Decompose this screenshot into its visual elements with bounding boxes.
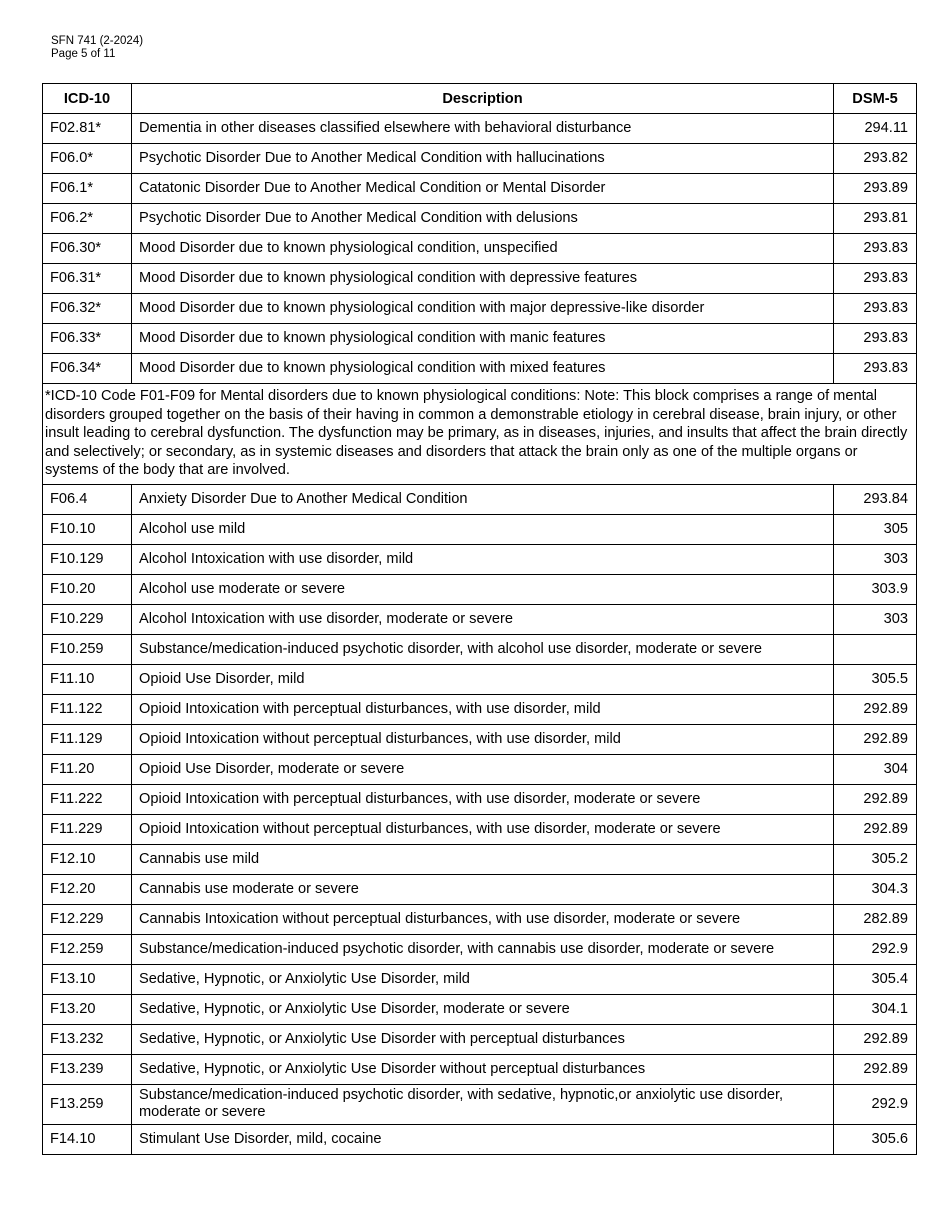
description-cell: Substance/medication-induced psychotic disorder, with sedative, hypnotic,or anxiolytic use disorder, moderate or severe	[132, 1084, 834, 1124]
dsm5-code-cell: 293.82	[834, 144, 917, 174]
table-row	[43, 694, 917, 724]
description-cell: Sedative, Hypnotic, or Anxiolytic Use Disorder, mild	[132, 964, 834, 994]
icd10-code-cell: F10.229	[43, 604, 132, 634]
dsm5-code-cell: 293.84	[834, 484, 917, 514]
icd-block-note: *ICD-10 Code F01-F09 for Mental disorders due to known physiological conditions: Note: This block comprises a range of mental disorders grouped together on the basis of their having in common a demonstrable etiology in cerebral disease, brain injury, or other insult leading to cerebral dysfunction. The dysfunction may be primary, as in diseases, injuries, and insults that affect the brain directly and selectively; or secondary, as in systemic diseases and disorders that attack the brain only as one of the multiple organs or systems of the body that are involved.	[43, 384, 917, 485]
table-row	[43, 484, 917, 514]
description-cell: Mood Disorder due to known physiological condition with manic features	[132, 324, 834, 354]
description-cell: Mood Disorder due to known physiological condition with depressive features	[132, 264, 834, 294]
table-row	[43, 1124, 917, 1154]
dsm5-code-cell: 305.5	[834, 664, 917, 694]
table-row	[43, 204, 917, 234]
dsm5-code-cell: 293.83	[834, 324, 917, 354]
table-row	[43, 724, 917, 754]
description-cell: Cannabis Intoxication without perceptual disturbances, with use disorder, moderate or severe	[132, 904, 834, 934]
icd10-code-cell: F11.20	[43, 754, 132, 784]
dsm5-code-cell: 292.89	[834, 694, 917, 724]
dsm5-code-cell: 293.89	[834, 174, 917, 204]
dsm5-code-cell: 304.1	[834, 994, 917, 1024]
dsm5-code-cell: 305.4	[834, 964, 917, 994]
dsm5-code-cell: 293.81	[834, 204, 917, 234]
description-cell: Substance/medication-induced psychotic disorder, with alcohol use disorder, moderate or severe	[132, 634, 834, 664]
table-row	[43, 874, 917, 904]
dsm5-code-cell: 303	[834, 604, 917, 634]
description-cell: Mood Disorder due to known physiological condition with major depressive-like disorder	[132, 294, 834, 324]
dsm5-code-cell: 303.9	[834, 574, 917, 604]
description-cell: Opioid Intoxication without perceptual disturbances, with use disorder, moderate or severe	[132, 814, 834, 844]
icd10-code-cell: F10.20	[43, 574, 132, 604]
dsm5-code-cell	[834, 634, 917, 664]
icd10-code-cell: F13.10	[43, 964, 132, 994]
icd10-code-cell: F14.10	[43, 1124, 132, 1154]
dsm5-code-cell: 292.9	[834, 934, 917, 964]
icd10-column-header: ICD-10	[43, 84, 132, 114]
icd10-code-cell: F06.30*	[43, 234, 132, 264]
dsm5-code-cell: 282.89	[834, 904, 917, 934]
description-cell: Substance/medication-induced psychotic disorder, with cannabis use disorder, moderate or severe	[132, 934, 834, 964]
table-row	[43, 994, 917, 1024]
icd10-code-cell: F13.239	[43, 1054, 132, 1084]
table-note-body	[43, 384, 917, 485]
description-cell: Catatonic Disorder Due to Another Medical Condition or Mental Disorder	[132, 174, 834, 204]
table-row	[43, 234, 917, 264]
description-column-header: Description	[132, 84, 834, 114]
table-row	[43, 604, 917, 634]
dsm5-code-cell: 293.83	[834, 294, 917, 324]
description-cell: Anxiety Disorder Due to Another Medical Condition	[132, 484, 834, 514]
icd10-code-cell: F06.0*	[43, 144, 132, 174]
form-number: SFN 741 (2-2024)	[51, 35, 144, 47]
table-row	[43, 964, 917, 994]
table-header-row	[43, 84, 917, 114]
icd10-code-cell: F12.10	[43, 844, 132, 874]
table-row	[43, 174, 917, 204]
dsm5-code-cell: 292.89	[834, 1024, 917, 1054]
description-cell: Psychotic Disorder Due to Another Medical Condition with delusions	[132, 204, 834, 234]
table-row	[43, 294, 917, 324]
dsm5-code-cell: 292.9	[834, 1084, 917, 1124]
form-header	[51, 35, 143, 61]
table-body-group-2	[43, 484, 917, 1154]
table-row	[43, 814, 917, 844]
icd10-code-cell: F06.1*	[43, 174, 132, 204]
icd10-code-cell: F13.259	[43, 1084, 132, 1124]
description-cell: Mood Disorder due to known physiological condition, unspecified	[132, 234, 834, 264]
description-cell: Alcohol Intoxication with use disorder, mild	[132, 544, 834, 574]
table-row	[43, 784, 917, 814]
description-cell: Opioid Use Disorder, moderate or severe	[132, 754, 834, 784]
table-row	[43, 264, 917, 294]
icd10-code-cell: F11.10	[43, 664, 132, 694]
table-row	[43, 1054, 917, 1084]
icd10-code-cell: F11.129	[43, 724, 132, 754]
icd10-code-cell: F06.33*	[43, 324, 132, 354]
dsm5-code-cell: 293.83	[834, 264, 917, 294]
description-cell: Cannabis use moderate or severe	[132, 874, 834, 904]
description-cell: Psychotic Disorder Due to Another Medical Condition with hallucinations	[132, 144, 834, 174]
description-cell: Sedative, Hypnotic, or Anxiolytic Use Disorder, moderate or severe	[132, 994, 834, 1024]
description-cell: Stimulant Use Disorder, mild, cocaine	[132, 1124, 834, 1154]
icd10-code-cell: F13.20	[43, 994, 132, 1024]
icd10-code-cell: F11.122	[43, 694, 132, 724]
icd10-code-cell: F06.2*	[43, 204, 132, 234]
table-row	[43, 1024, 917, 1054]
icd10-code-cell: F10.129	[43, 544, 132, 574]
dsm5-code-cell: 304.3	[834, 874, 917, 904]
description-cell: Mood Disorder due to known physiological condition with mixed features	[132, 354, 834, 384]
page-number: Page 5 of 11	[51, 48, 116, 60]
description-cell: Opioid Intoxication without perceptual disturbances, with use disorder, mild	[132, 724, 834, 754]
dsm5-code-cell: 292.89	[834, 1054, 917, 1084]
icd10-code-cell: F06.34*	[43, 354, 132, 384]
dsm5-code-cell: 294.11	[834, 114, 917, 144]
table-row	[43, 514, 917, 544]
dsm5-code-cell: 305.2	[834, 844, 917, 874]
diagnosis-code-table	[42, 83, 917, 1155]
icd10-code-cell: F12.20	[43, 874, 132, 904]
icd10-code-cell: F06.32*	[43, 294, 132, 324]
table-row	[43, 904, 917, 934]
dsm5-code-cell: 293.83	[834, 234, 917, 264]
description-cell: Sedative, Hypnotic, or Anxiolytic Use Disorder without perceptual disturbances	[132, 1054, 834, 1084]
table-row	[43, 634, 917, 664]
dsm5-column-header: DSM-5	[834, 84, 917, 114]
icd10-code-cell: F11.229	[43, 814, 132, 844]
description-cell: Opioid Intoxication with perceptual disturbances, with use disorder, mild	[132, 694, 834, 724]
icd10-code-cell: F11.222	[43, 784, 132, 814]
icd10-code-cell: F02.81*	[43, 114, 132, 144]
table-row	[43, 354, 917, 384]
table-row	[43, 544, 917, 574]
description-cell: Alcohol use moderate or severe	[132, 574, 834, 604]
table-row	[43, 754, 917, 784]
description-cell: Alcohol use mild	[132, 514, 834, 544]
icd10-code-cell: F10.259	[43, 634, 132, 664]
icd10-code-cell: F06.4	[43, 484, 132, 514]
table-row	[43, 324, 917, 354]
table-body-group-1	[43, 114, 917, 384]
description-cell: Sedative, Hypnotic, or Anxiolytic Use Disorder with perceptual disturbances	[132, 1024, 834, 1054]
dsm5-code-cell: 292.89	[834, 784, 917, 814]
dsm5-code-cell: 305	[834, 514, 917, 544]
icd10-code-cell: F10.10	[43, 514, 132, 544]
table-row	[43, 114, 917, 144]
dsm5-code-cell: 305.6	[834, 1124, 917, 1154]
description-cell: Cannabis use mild	[132, 844, 834, 874]
table-row	[43, 664, 917, 694]
icd10-code-cell: F13.232	[43, 1024, 132, 1054]
description-cell: Dementia in other diseases classified elsewhere with behavioral disturbance	[132, 114, 834, 144]
table-row	[43, 1084, 917, 1124]
icd10-code-cell: F06.31*	[43, 264, 132, 294]
icd10-code-cell: F12.229	[43, 904, 132, 934]
dsm5-code-cell: 293.83	[834, 354, 917, 384]
note-row	[43, 384, 917, 485]
description-cell: Alcohol Intoxication with use disorder, moderate or severe	[132, 604, 834, 634]
dsm5-code-cell: 303	[834, 544, 917, 574]
table-row	[43, 844, 917, 874]
dsm5-code-cell: 304	[834, 754, 917, 784]
table-row	[43, 574, 917, 604]
icd10-code-cell: F12.259	[43, 934, 132, 964]
description-cell: Opioid Use Disorder, mild	[132, 664, 834, 694]
table-row	[43, 934, 917, 964]
dsm5-code-cell: 292.89	[834, 724, 917, 754]
dsm5-code-cell: 292.89	[834, 814, 917, 844]
description-cell: Opioid Intoxication with perceptual disturbances, with use disorder, moderate or severe	[132, 784, 834, 814]
table-row	[43, 144, 917, 174]
